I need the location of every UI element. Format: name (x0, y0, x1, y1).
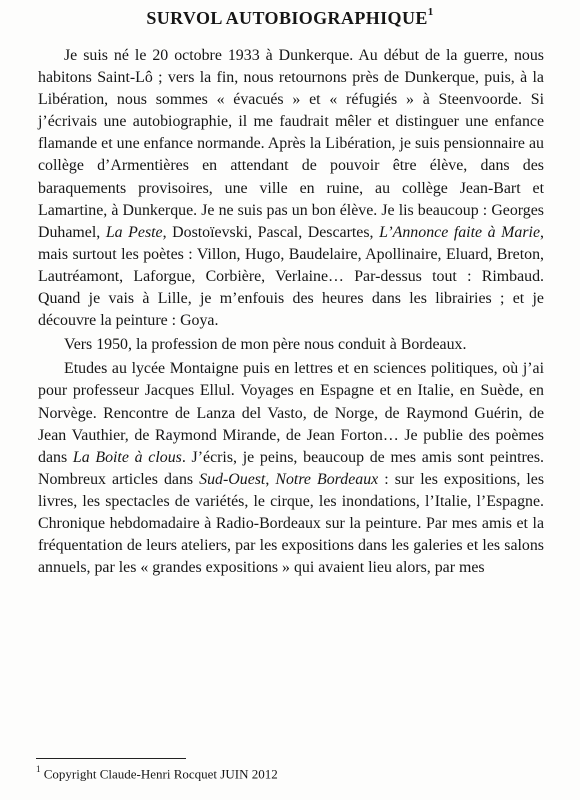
italic-title-text: La Peste (105, 223, 163, 241)
footnote-divider (36, 758, 186, 759)
footnote-text: Copyright Claude-Henri Rocquet JUIN 2012 (43, 766, 278, 782)
footnote (36, 765, 278, 782)
title-text: SURVOL AUTOBIOGRAPHIQUE (146, 8, 428, 28)
italic-title-text: Notre Bordeaux (275, 470, 379, 488)
paragraph (38, 358, 544, 579)
text-run: Vers 1950, la profession de mon père nous conduit à Bordeaux. (64, 336, 467, 354)
page-title (0, 8, 580, 29)
italic-title-text: L’Annonce faite à Marie (379, 223, 541, 241)
text-run: : sur les expositions, les livres, les spectacles de variétés, le cirque, les inondations, l’Italie, l’Espagne. Chronique hebdomadaire à Radio-Bordeaux sur la peinture. Par mes amis et la fréquentation de leurs ateliers, par les expositions dans les galeries et les salons annuels, par les « grandes expositions » qui avaient lieu alors, par mes (38, 470, 545, 577)
title-footnote-marker: 1 (427, 6, 434, 18)
footnote-marker: 1 (36, 764, 41, 774)
text-run: , mais surtout les poètes : Villon, Hugo, Baudelaire, Apollinaire, Eluard, Breton, Lautréamont, Laforgue, Corbière, Verlaine… Par-dessus tout : Rimbaud. Quand je vais à Lille, je m’enfouis des heures dans les librairies ; et je découvre la peinture : Goya. (38, 223, 545, 330)
paragraph (38, 45, 544, 332)
paragraph (38, 334, 544, 356)
text-run: , (265, 470, 276, 488)
text-run: Etudes au lycée Montaigne puis en lettres et en sciences politiques, où j’ai pour professeur Jacques Ellul. Voyages en Espagne et en Italie, en Suède, en Norvège. Rencontre de Lanza del Vasto, de Norge, de Raymond Guérin, de Jean Vauthier, de Raymond Mirande, de Jean Forton… Je publie des poèmes dans (38, 360, 544, 466)
text-run: . J’écris, je peins, beaucoup de mes amis sont peintres. Nombreux articles dans (38, 448, 544, 488)
text-run: , Dostoïevski, Pascal, Descartes, (162, 223, 380, 241)
body-text (38, 45, 544, 581)
text-run: Je suis né le 20 octobre 1933 à Dunkerque. Au début de la guerre, nous habitons Saint-Lô ; vers la fin, nous retournons près de Dunkerque, puis, à la Libération, nous sommes « évacués » et « réfugiés » à Steenvoorde. Si j’écrivais une autobiographie, il me faudrait mêler et distinguer une enfance flamande et une enfance normande. Après la Libération, je suis pensionnaire au collège d’Armentières en attendant de pouvoir être élève, dans des baraquements provisoires, une ville en ruine, au collège Jean-Bart et Lamartine, à Dunkerque. Je ne suis pas un bon élève. Je lis beaucoup : Georges Duhamel, (38, 47, 544, 241)
italic-title-text: La Boite à clous (72, 448, 182, 466)
italic-title-text: Sud-Ouest (199, 470, 266, 488)
